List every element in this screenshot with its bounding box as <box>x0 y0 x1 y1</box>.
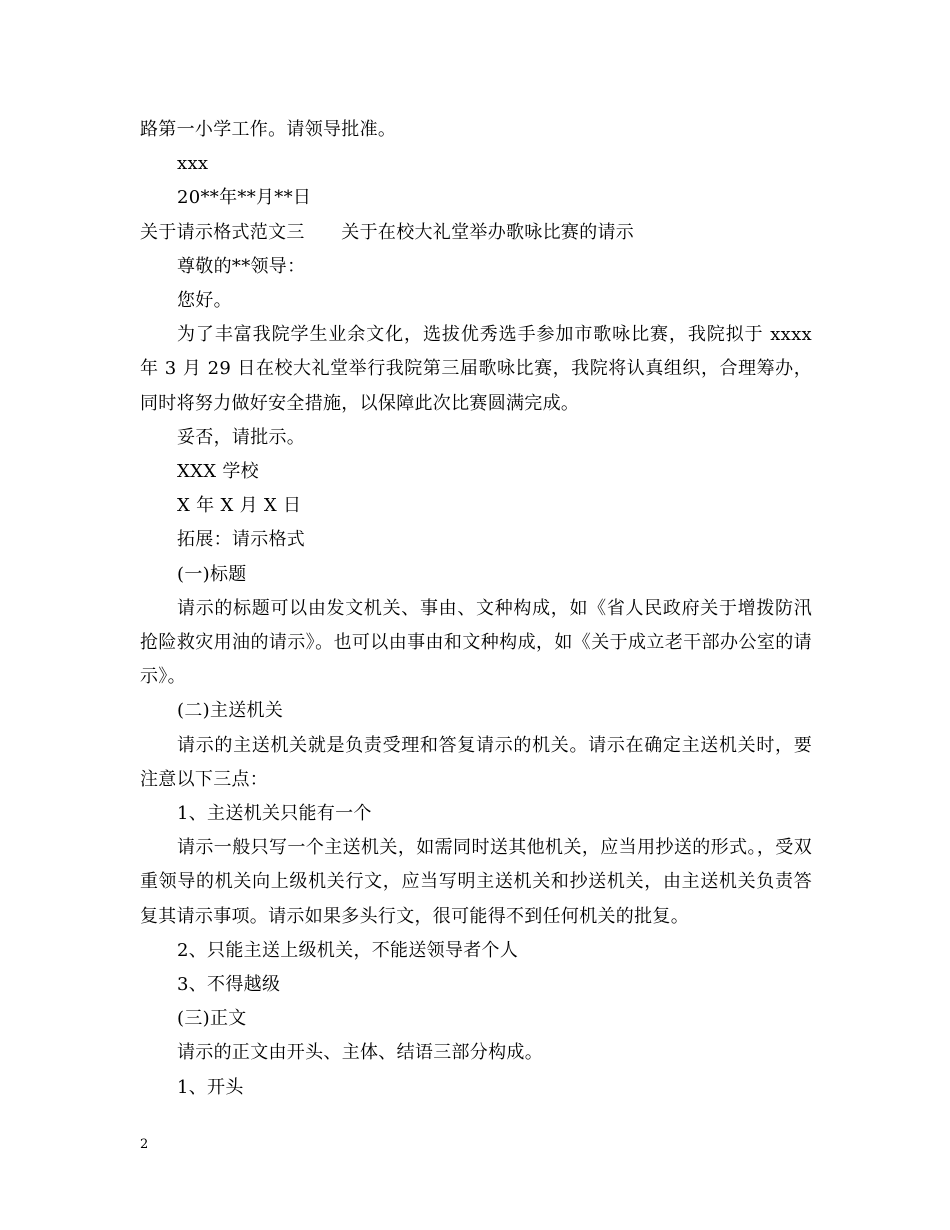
document-body <box>140 113 812 1105</box>
subheading: (二)主送机关 <box>177 700 284 722</box>
salutation: 尊敬的**领导： <box>177 255 306 277</box>
paragraph: 为了丰富我院学生业余文化，选拔优秀选手参加市歌咏比赛，我院拟于 xxxx 年 3 月 29 日在校大礼堂举行我院第三届歌咏比赛，我院将认真组织，合理筹办，同时将努力做好安全措施，以保障此次比赛圆满完成。 <box>140 324 812 414</box>
subheading: 拓展：请示格式 <box>177 529 306 551</box>
signature-name: xxx <box>177 153 209 175</box>
paragraph: 请示的正文由开头、主体、结语三部分构成。 <box>177 1042 543 1064</box>
paragraph: 请示的标题可以由发文机关、事由、文种构成，如《省人民政府关于增拨防汛抢险救灾用油的请示》。也可以由事由和文种构成，如《关于成立老干部办公室的请示》。 <box>140 597 812 688</box>
signature-name: XXX 学校 <box>177 461 259 483</box>
paragraph: 请示一般只写一个主送机关，如需同时送其他机关，应当用抄送的形式。，受双重领导的机关向上级机关行文，应当写明主送机关和抄送机关，由主送机关负责答复其请示事项。请示如果多头行文，很可能得不到任何机关的批复。 <box>140 837 812 927</box>
signature-date: 20**年**月**日 <box>177 187 312 209</box>
signature-date: X 年 X 月 X 日 <box>177 495 302 517</box>
subheading: (一)标题 <box>177 563 247 585</box>
list-item: 2、只能主送上级机关，不能送领导者个人 <box>177 939 519 961</box>
section-title: 关于请示格式范文三 关于在校大礼堂举办歌咏比赛的请示 <box>140 221 635 243</box>
list-item: 1、主送机关只能有一个 <box>177 803 372 825</box>
paragraph: 路第一小学工作。请领导批准。 <box>140 119 397 140</box>
subheading: (三)正文 <box>177 1008 247 1030</box>
closing: 妥否，请批示。 <box>177 426 306 448</box>
greeting: 您好。 <box>177 290 232 312</box>
list-item: 1、开头 <box>177 1076 244 1098</box>
list-item: 3、不得越级 <box>177 974 281 996</box>
page-number: 2 <box>140 1137 149 1152</box>
paragraph: 请示的主送机关就是负责受理和答复请示的机关。请示在确定主送机关时，要注意以下三点： <box>140 734 812 790</box>
